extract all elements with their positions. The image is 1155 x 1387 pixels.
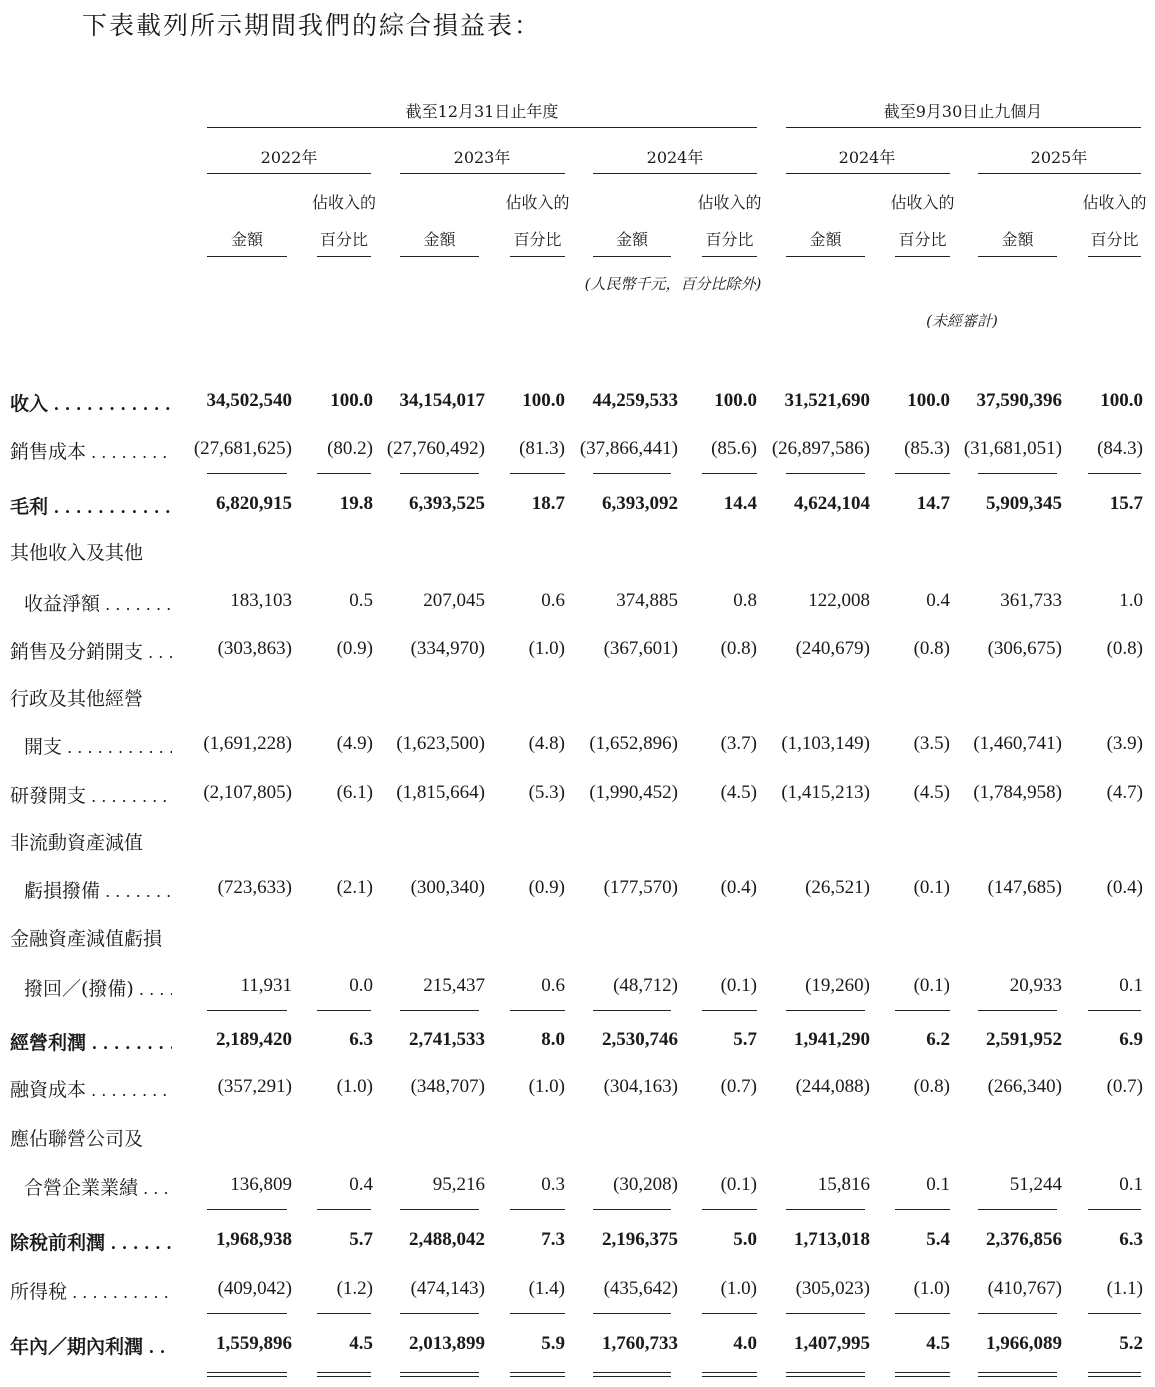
row-label-text: 收入 . . . (10, 393, 172, 415)
subtotal-rule (317, 1313, 371, 1314)
amount-cell: (244,088) (795, 1076, 870, 1097)
amount-cell: (348,707) (410, 1076, 485, 1097)
total-top-rule (786, 1372, 865, 1373)
percent-cell: 100.0 (522, 390, 565, 411)
subtotal-rule (702, 473, 757, 474)
row-label-text: 融資成本 . . . (10, 1079, 172, 1101)
total-bottom-rule (510, 1376, 565, 1377)
amount-cell: 136,809 (230, 1174, 292, 1195)
percent-cell: 0.1 (1119, 975, 1143, 996)
total-bottom-rule (786, 1376, 865, 1377)
amount-cell: (2,107,805) (203, 782, 292, 803)
percent-cell: (85.3) (904, 438, 950, 459)
percent-cell: 0.6 (541, 590, 565, 611)
amount-cell: 34,154,017 (399, 390, 485, 411)
percent-cell: (0.7) (720, 1076, 757, 1097)
subtotal-rule (1088, 1313, 1141, 1314)
percent-cell: (0.9) (336, 638, 373, 659)
amount-header: 金額 (230, 230, 264, 249)
subtotal-rule (895, 1010, 950, 1011)
percent-cell: 14.4 (723, 493, 757, 514)
amount-cell: 207,045 (423, 590, 485, 611)
percent-cell: 100.0 (1100, 390, 1143, 411)
row-label-text: 金融資產減值虧損 (10, 928, 163, 950)
subtotal-rule (978, 1313, 1057, 1314)
subtotal-rule (400, 473, 479, 474)
percent-cell: (85.6) (711, 438, 757, 459)
amount-cell: 15,816 (817, 1174, 870, 1195)
unit-note: (人民幣千元，百分比除外) (584, 275, 762, 293)
percent-cell: 100.0 (330, 390, 373, 411)
total-top-rule (593, 1372, 671, 1373)
percent-cell: (0.7) (1106, 1076, 1143, 1097)
total-bottom-rule (317, 1376, 371, 1377)
subtotal-rule (510, 473, 565, 474)
period-year-rule (207, 127, 757, 128)
amount-cell: (474,143) (410, 1278, 485, 1299)
row-label-text: 收益淨額 . . . (24, 593, 172, 615)
percent-cell: (1.2) (336, 1278, 373, 1299)
amount-cell: 5,909,345 (986, 493, 1062, 514)
amount-cell: 11,931 (240, 975, 292, 996)
percent-cell: 0.3 (541, 1174, 565, 1195)
percent-cell: 0.1 (1119, 1174, 1143, 1195)
percent-cell: 19.8 (339, 493, 373, 514)
subtotal-rule (510, 1209, 565, 1210)
amount-cell: (367,601) (603, 638, 678, 659)
percent-cell: 15.7 (1109, 493, 1143, 514)
row-label-text: 年內／期內利潤 . . . (10, 1336, 172, 1358)
amount-cell: (19,260) (805, 975, 870, 996)
subtotal-rule (895, 1313, 950, 1314)
percent-cell: 4.5 (926, 1333, 950, 1354)
amount-cell: 44,259,533 (592, 390, 678, 411)
amount-cell: (31,681,051) (963, 438, 1062, 459)
row-label (10, 828, 172, 855)
total-bottom-rule (978, 1376, 1057, 1377)
subtotal-rule (593, 1313, 671, 1314)
amount-header: 金額 (615, 230, 649, 249)
subtotal-rule (895, 473, 950, 474)
percent-cell: (6.1) (336, 782, 373, 803)
row-label (10, 1332, 172, 1359)
total-bottom-rule (702, 1376, 757, 1377)
percent-cell: (0.1) (720, 975, 757, 996)
row-label-text: 行政及其他經營 (10, 688, 144, 710)
total-top-rule (702, 1372, 757, 1373)
percent-cell: 0.5 (349, 590, 373, 611)
amount-cell: (334,970) (410, 638, 485, 659)
amount-cell: (306,675) (987, 638, 1062, 659)
amount-cell: (1,460,741) (973, 733, 1062, 754)
intro-text: 下表載列所示期間我們的綜合損益表： (82, 11, 542, 40)
amount-cell: 374,885 (616, 590, 678, 611)
subtotal-rule (207, 1209, 287, 1210)
percent-header-line1: 佔收入的 (505, 193, 570, 212)
row-label (10, 1028, 172, 1055)
percent-cell: 0.4 (349, 1174, 373, 1195)
row-label (10, 389, 172, 416)
total-top-rule (317, 1372, 371, 1373)
percent-cell: 6.3 (349, 1029, 373, 1050)
total-bottom-rule (207, 1376, 287, 1377)
percent-cell: (1.0) (336, 1076, 373, 1097)
percent-header-rule (895, 256, 950, 257)
percent-cell: 100.0 (907, 390, 950, 411)
amount-header: 金額 (1001, 230, 1034, 249)
percent-cell: (0.4) (720, 877, 757, 898)
percent-cell: 6.9 (1119, 1029, 1143, 1050)
percent-cell: (1.0) (528, 1076, 565, 1097)
percent-cell: (1.0) (528, 638, 565, 659)
total-bottom-rule (400, 1376, 479, 1377)
percent-cell: (4.5) (913, 782, 950, 803)
percent-cell: 0.4 (926, 590, 950, 611)
percent-cell: (0.4) (1106, 877, 1143, 898)
period-nine-months-rule (786, 127, 1141, 128)
subtotal-rule (510, 1313, 565, 1314)
percent-cell: (2.1) (336, 877, 373, 898)
percent-cell: 6.3 (1119, 1229, 1143, 1250)
amount-cell: 34,502,540 (206, 390, 292, 411)
subtotal-rule (895, 1209, 950, 1210)
total-top-rule (978, 1372, 1057, 1373)
row-label (24, 974, 172, 1001)
subtotal-rule (207, 1010, 287, 1011)
row-label (10, 1277, 172, 1304)
percent-header-rule (702, 256, 757, 257)
row-label-text: 撥回／(撥備) . . . (24, 978, 172, 1000)
percent-header-line2: 百分比 (898, 230, 947, 249)
total-top-rule (207, 1372, 287, 1373)
total-top-rule (1088, 1372, 1141, 1373)
percent-cell: 5.9 (541, 1333, 565, 1354)
amount-cell: 1,713,018 (794, 1229, 870, 1250)
percent-cell: 14.7 (916, 493, 950, 514)
amount-cell: (1,652,896) (589, 733, 678, 754)
amount-cell: 361,733 (1000, 590, 1062, 611)
amount-cell: 37,590,396 (976, 390, 1062, 411)
row-label (10, 924, 172, 951)
subtotal-rule (786, 473, 865, 474)
subtotal-rule (317, 1010, 371, 1011)
amount-header: 金額 (809, 230, 842, 249)
percent-cell: (0.8) (720, 638, 757, 659)
percent-header-line1: 佔收入的 (311, 193, 377, 212)
unaudited-note: (未經審計) (926, 312, 998, 330)
row-label (10, 492, 172, 519)
subtotal-rule (786, 1010, 865, 1011)
year-header-2022: 2022年 (260, 148, 318, 167)
row-label-text: 非流動資產減值 (10, 832, 144, 854)
row-label (24, 1173, 172, 1200)
subtotal-rule (786, 1313, 865, 1314)
row-label (10, 437, 172, 464)
subtotal-rule (510, 1010, 565, 1011)
year-header-2024: 2024年 (646, 148, 704, 167)
row-label (10, 1075, 172, 1102)
subtotal-rule (207, 1313, 287, 1314)
amount-cell: 2,488,042 (409, 1229, 485, 1250)
total-bottom-rule (593, 1376, 671, 1377)
percent-cell: (1.0) (913, 1278, 950, 1299)
year-header-2025: 2025年 (1030, 148, 1088, 167)
amount-cell: 1,968,938 (216, 1229, 292, 1250)
percent-cell: (0.8) (1106, 638, 1143, 659)
percent-cell: (4.7) (1106, 782, 1143, 803)
percent-header-line1: 佔收入的 (697, 193, 762, 212)
amount-cell: (1,691,228) (203, 733, 292, 754)
percent-cell: (3.9) (1106, 733, 1143, 754)
percent-cell: (0.1) (720, 1174, 757, 1195)
amount-cell: 2,189,420 (216, 1029, 292, 1050)
percent-cell: (80.2) (327, 438, 373, 459)
total-bottom-rule (895, 1376, 950, 1377)
subtotal-rule (317, 473, 371, 474)
percent-cell: 100.0 (714, 390, 757, 411)
percent-cell: (0.8) (913, 638, 950, 659)
amount-cell: 2,741,533 (409, 1029, 485, 1050)
amount-cell: (305,023) (795, 1278, 870, 1299)
percent-cell: (0.9) (528, 877, 565, 898)
percent-cell: 5.7 (733, 1029, 757, 1050)
percent-cell: 5.0 (733, 1229, 757, 1250)
amount-cell: 1,407,995 (794, 1333, 870, 1354)
amount-cell: 122,008 (808, 590, 870, 611)
amount-cell: (1,784,958) (973, 782, 1062, 803)
amount-cell: (304,163) (603, 1076, 678, 1097)
percent-cell: 0.0 (349, 975, 373, 996)
subtotal-rule (593, 1010, 671, 1011)
percent-cell: 6.2 (926, 1029, 950, 1050)
percent-header-line2: 百分比 (705, 230, 754, 249)
subtotal-rule (593, 1209, 671, 1210)
subtotal-rule (400, 1209, 479, 1210)
amount-cell: (303,863) (217, 638, 292, 659)
percent-cell: (1.4) (528, 1278, 565, 1299)
year-header-2023: 2023年 (453, 148, 511, 167)
amount-cell: (1,623,500) (396, 733, 485, 754)
percent-cell: 7.3 (541, 1229, 565, 1250)
amount-cell: 31,521,690 (784, 390, 870, 411)
total-top-rule (400, 1372, 479, 1373)
row-label-text: 所得稅 . . . (10, 1281, 172, 1303)
percent-cell: (4.9) (336, 733, 373, 754)
percent-cell: (84.3) (1097, 438, 1143, 459)
percent-cell: 0.1 (926, 1174, 950, 1195)
row-label (24, 589, 172, 616)
percent-header-rule (317, 256, 371, 257)
row-label (10, 781, 172, 808)
row-label (10, 1124, 172, 1151)
amount-header: 金額 (423, 230, 456, 249)
row-label-text: 其他收入及其他 (10, 542, 144, 564)
percent-cell: 0.8 (733, 590, 757, 611)
row-label-text: 經營利潤 . . . (10, 1032, 172, 1054)
percent-cell: (0.8) (913, 1076, 950, 1097)
row-label-text: 除稅前利潤 . . . (10, 1232, 172, 1254)
amount-cell: (26,521) (805, 877, 870, 898)
amount-cell: (1,415,213) (781, 782, 870, 803)
amount-cell: 2,013,899 (409, 1333, 485, 1354)
percent-cell: 18.7 (531, 493, 565, 514)
amount-cell: 183,103 (230, 590, 292, 611)
amount-cell: (48,712) (613, 975, 678, 996)
total-bottom-rule (1088, 1376, 1141, 1377)
subtotal-rule (978, 1010, 1057, 1011)
row-label-text: 虧損撥備 . . . (24, 880, 172, 902)
subtotal-rule (702, 1209, 757, 1210)
amount-cell: (1,103,149) (781, 733, 870, 754)
period-year-header: 截至12月31日止年度 (405, 102, 559, 121)
percent-cell: (81.3) (519, 438, 565, 459)
subtotal-rule (400, 1010, 479, 1011)
row-label-text: 銷售成本 . . . (10, 441, 172, 463)
row-label-text: 研發開支 . . . (10, 785, 172, 807)
subtotal-rule (786, 1209, 865, 1210)
amount-cell: (177,570) (603, 877, 678, 898)
amount-cell: (26,897,586) (771, 438, 870, 459)
year-rule-2024 (593, 173, 757, 174)
amount-cell: (409,042) (217, 1278, 292, 1299)
amount-cell: (1,990,452) (589, 782, 678, 803)
percent-cell: (5.3) (528, 782, 565, 803)
subtotal-rule (207, 473, 287, 474)
amount-cell: (37,866,441) (579, 438, 678, 459)
percent-cell: (0.1) (913, 975, 950, 996)
subtotal-rule (593, 473, 671, 474)
amount-cell: 4,624,104 (794, 493, 870, 514)
amount-cell: 20,933 (1009, 975, 1062, 996)
year-rule-2024-nine (786, 173, 950, 174)
amount-cell: 6,393,525 (409, 493, 485, 514)
amount-cell: 6,820,915 (216, 493, 292, 514)
amount-cell: (27,681,625) (193, 438, 292, 459)
row-label-text: 毛利 . . . (10, 496, 172, 518)
row-label (10, 538, 172, 565)
amount-header-rule (786, 256, 865, 257)
subtotal-rule (1088, 1010, 1141, 1011)
percent-cell: 8.0 (541, 1029, 565, 1050)
row-label (24, 732, 172, 759)
amount-cell: (300,340) (410, 877, 485, 898)
amount-cell: 95,216 (432, 1174, 485, 1195)
percent-cell: (3.7) (720, 733, 757, 754)
amount-cell: 1,941,290 (794, 1029, 870, 1050)
percent-cell: 5.2 (1119, 1333, 1143, 1354)
percent-cell: 5.7 (349, 1229, 373, 1250)
year-rule-2023 (400, 173, 565, 174)
percent-header-rule (510, 256, 565, 257)
year-rule-2022 (207, 173, 371, 174)
amount-cell: (30,208) (613, 1174, 678, 1195)
amount-header-rule (593, 256, 671, 257)
percent-cell: (3.5) (913, 733, 950, 754)
year-header-2024-nine: 2024年 (838, 148, 896, 167)
subtotal-rule (317, 1209, 371, 1210)
amount-cell: 51,244 (1009, 1174, 1062, 1195)
amount-cell: (27,760,492) (386, 438, 485, 459)
percent-cell: 5.4 (926, 1229, 950, 1250)
period-nine-months-header: 截至9月30日止九個月 (883, 102, 1043, 121)
amount-cell: (410,767) (987, 1278, 1062, 1299)
amount-cell: 1,966,089 (986, 1333, 1062, 1354)
percent-cell: (4.8) (528, 733, 565, 754)
subtotal-rule (702, 1313, 757, 1314)
amount-cell: (266,340) (987, 1076, 1062, 1097)
percent-header-line2: 百分比 (319, 230, 369, 249)
amount-cell: (147,685) (987, 877, 1062, 898)
percent-cell: (0.1) (913, 877, 950, 898)
amount-header-rule (207, 256, 287, 257)
subtotal-rule (978, 473, 1057, 474)
amount-cell: (240,679) (795, 638, 870, 659)
amount-cell: (357,291) (217, 1076, 292, 1097)
amount-cell: (723,633) (217, 877, 292, 898)
amount-cell: (1,815,664) (396, 782, 485, 803)
percent-cell: 1.0 (1119, 590, 1143, 611)
subtotal-rule (1088, 1209, 1141, 1210)
row-label-text: 開支 . . . (24, 736, 172, 758)
amount-cell: 2,591,952 (986, 1029, 1062, 1050)
row-label (10, 1228, 172, 1255)
subtotal-rule (702, 1010, 757, 1011)
row-label (24, 876, 172, 903)
percent-header-line1: 佔收入的 (890, 193, 955, 212)
amount-header-rule (400, 256, 479, 257)
amount-header-rule (978, 256, 1057, 257)
amount-cell: (435,642) (603, 1278, 678, 1299)
amount-cell: 215,437 (423, 975, 485, 996)
percent-header-line2: 百分比 (513, 230, 562, 249)
amount-cell: 2,376,856 (986, 1229, 1062, 1250)
amount-cell: 1,559,896 (216, 1333, 292, 1354)
subtotal-rule (400, 1313, 479, 1314)
row-label (10, 637, 172, 664)
amount-cell: 2,196,375 (602, 1229, 678, 1250)
row-label (10, 684, 172, 711)
percent-cell: (1.0) (720, 1278, 757, 1299)
row-label-text: 應佔聯營公司及 (10, 1128, 144, 1150)
row-label-text: 合營企業業績 . . . (24, 1177, 172, 1199)
percent-header-line2: 百分比 (1090, 230, 1139, 249)
percent-cell: (1.1) (1106, 1278, 1143, 1299)
amount-cell: 2,530,746 (602, 1029, 678, 1050)
row-label-text: 銷售及分銷開支 . . . (10, 641, 172, 663)
total-top-rule (510, 1372, 565, 1373)
amount-cell: 1,760,733 (602, 1333, 678, 1354)
percent-header-line1: 佔收入的 (1082, 193, 1147, 212)
percent-cell: 4.5 (349, 1333, 373, 1354)
amount-cell: 6,393,092 (602, 493, 678, 514)
year-rule-2025 (978, 173, 1141, 174)
subtotal-rule (978, 1209, 1057, 1210)
total-top-rule (895, 1372, 950, 1373)
percent-cell: 4.0 (733, 1333, 757, 1354)
subtotal-rule (1088, 473, 1141, 474)
percent-cell: 0.6 (541, 975, 565, 996)
percent-header-rule (1088, 256, 1141, 257)
percent-cell: (4.5) (720, 782, 757, 803)
